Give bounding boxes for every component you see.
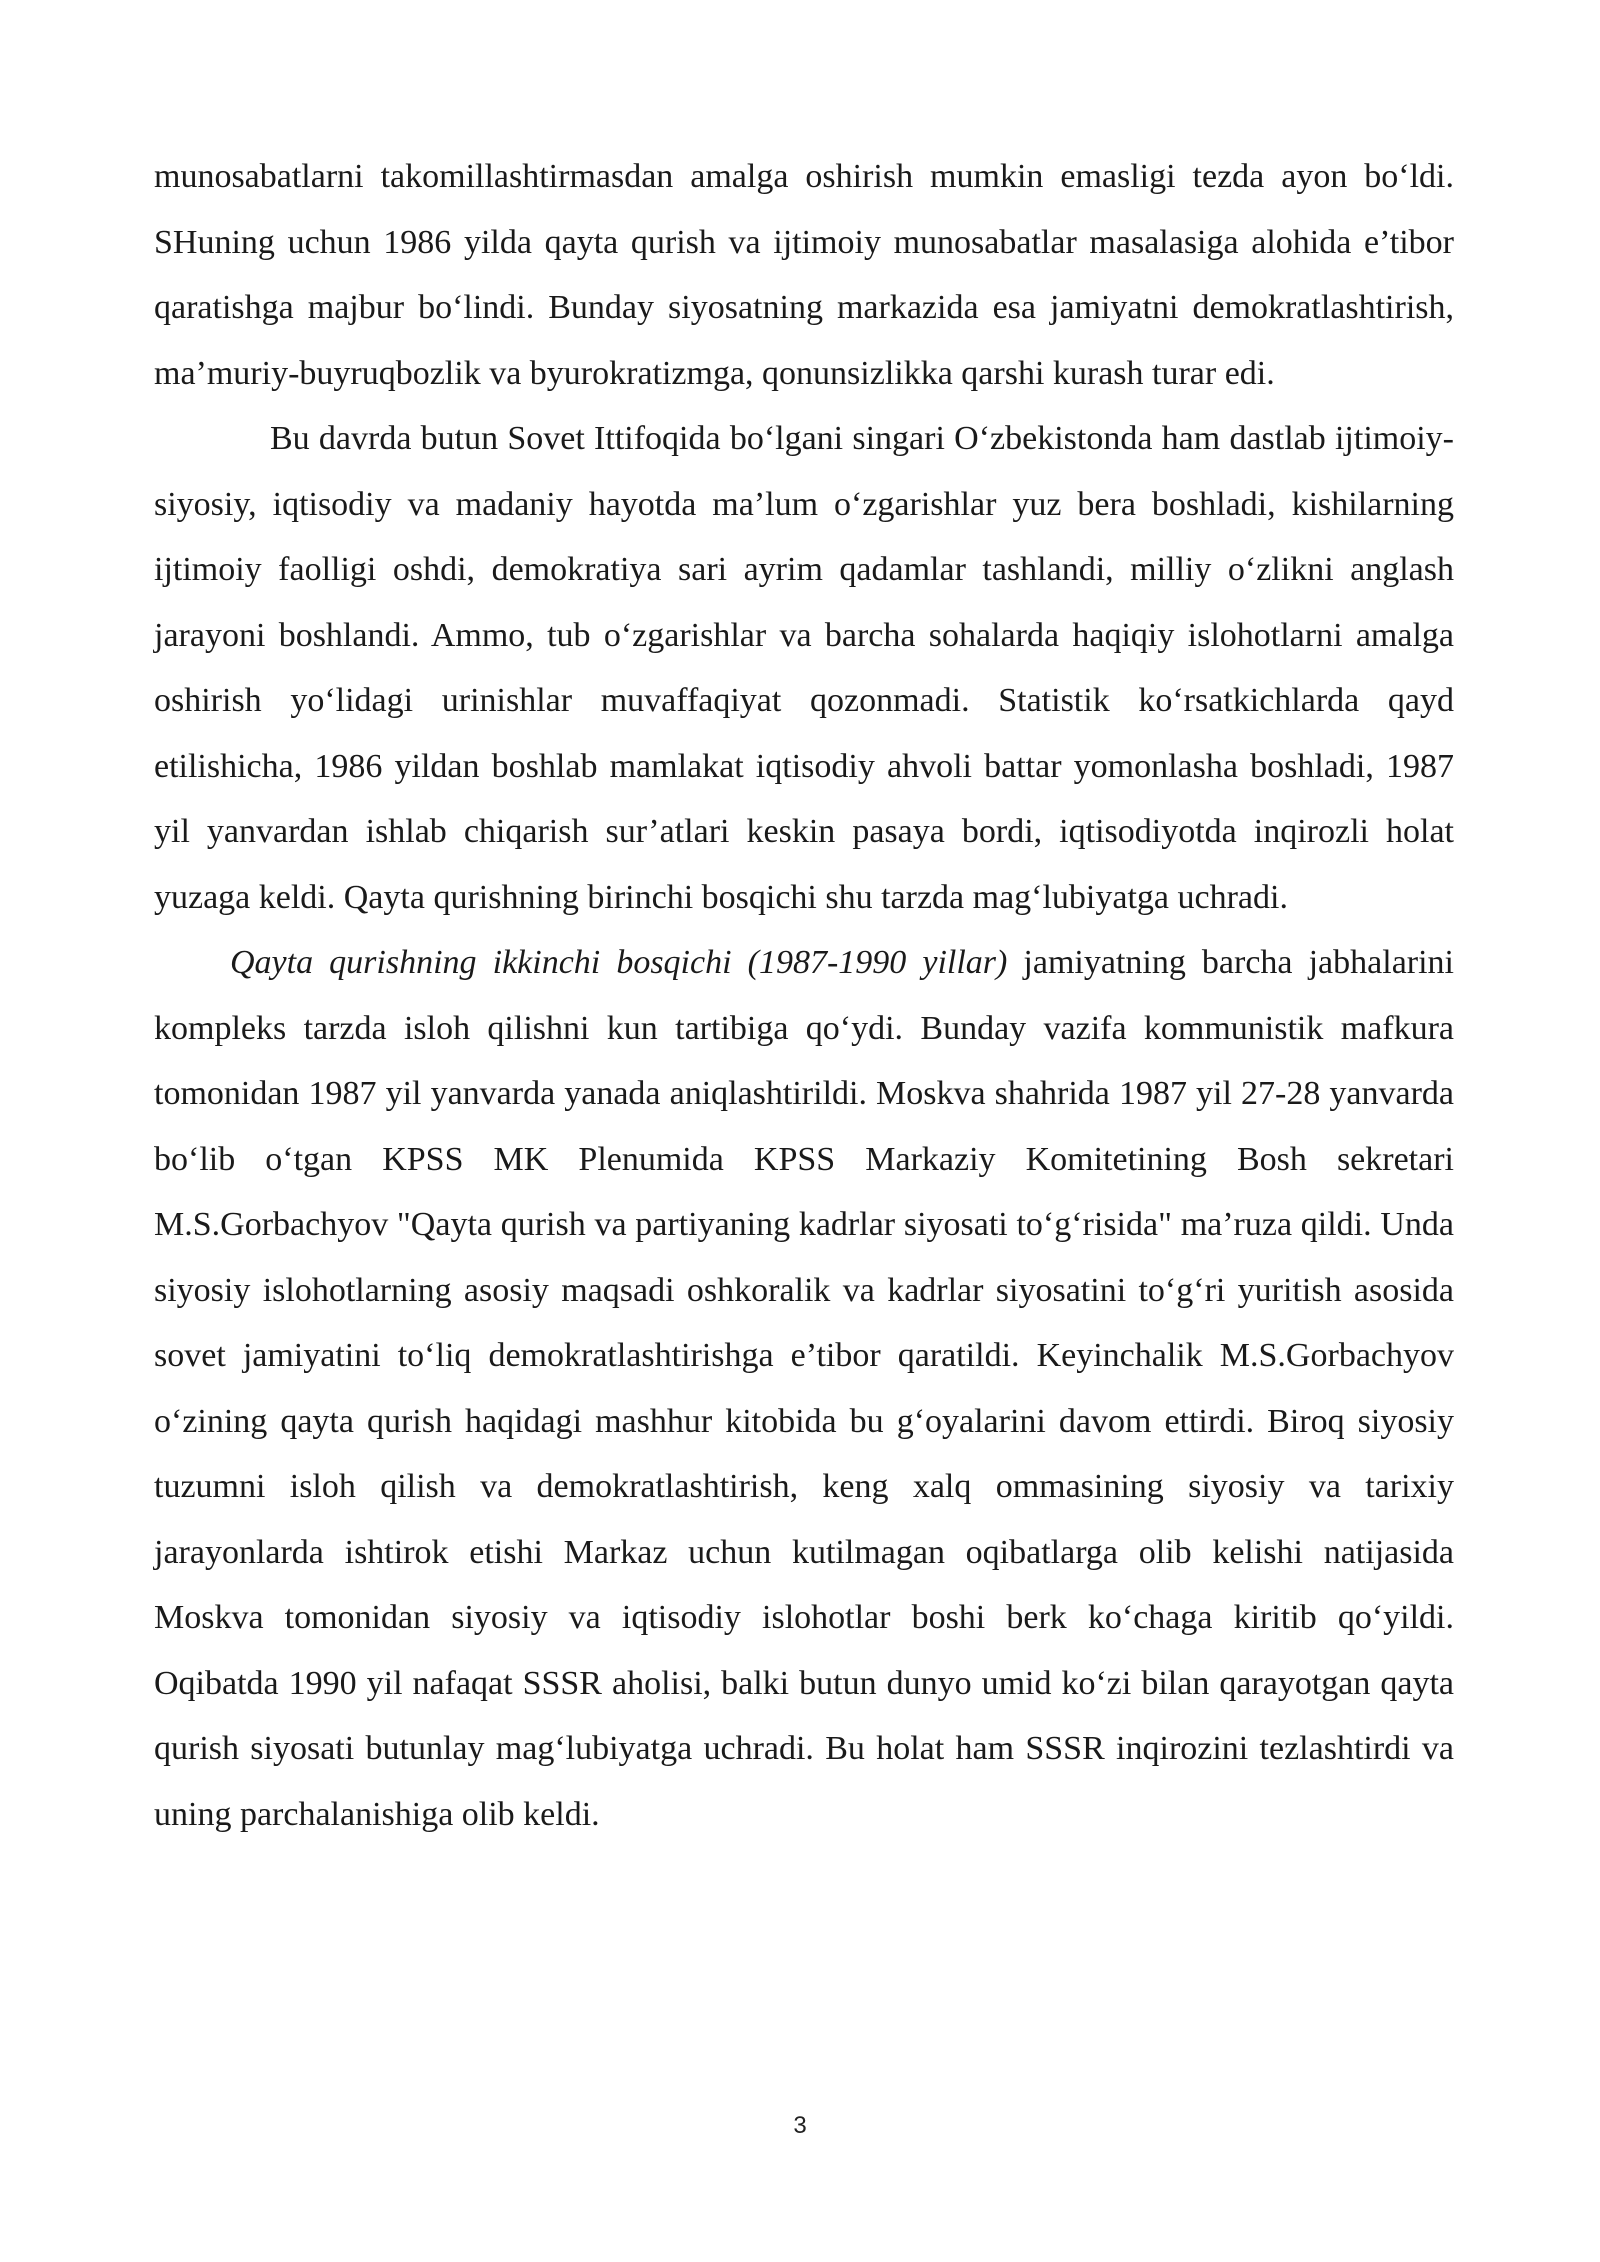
paragraph-3-text: jamiyatning barcha jabhalarini kompleks tarzda isloh qilishni kun tartibiga qo‘ydi. Bunday vazifa kommunistik mafkura tomonidan 1987 yil yanvarda yanada aniqlashtirildi. Moskva shahrida 1987 yil 27-28 yanvarda bo‘lib o‘tgan KPSS MK Plenumida KPSS Markaziy Komitetining Bosh sekretari M.S.Gorbachyov "Qayta qurish va partiyaning kadrlar siyosati to‘g‘risida" ma’ruza qildi. Unda siyosiy islohotlarning asosiy maqsadi oshkoralik va kadrlar siyosatini to‘g‘ri yuritish asosida sovet jamiyatini to‘liq demokratlashtirishga e’tibor qaratildi. Keyinchalik M.S.Gorbachyov o‘zining qayta qurish haqidagi mashhur kitobida bu g‘oyalarini davom ettirdi. Biroq siyosiy tuzumni isloh qilish va demokratlashtirish, keng xalq ommasining siyosiy va tarixiy jarayonlarda ishtirok etishi Markaz uchun kutilmagan oqibatlarga olib kelishi natijasida Moskva tomonidan siyosiy va iqtisodiy islohotlar boshi berk ko‘chaga kiritib qo‘yildi. Oqibatda 1990 yil nafaqat SSSR aholisi, balki butun dunyo umid ko‘zi bilan qarayotgan qayta qurish siyosati butunlay mag‘lubiyatga uchradi. Bu holat ham SSSR inqirozini tezlashtirdi va uning parchalanishiga olib keldi. — [154, 944, 1454, 1833]
page-number: 3 — [793, 2112, 807, 2139]
paragraph-2: Bu davrda butun Sovet Ittifoqida bo‘lgani singari O‘zbekistonda ham dastlab ijtimoiy-siyosiy, iqtisodiy va madaniy hayotda ma’lum o‘zgarishlar yuz bera boshladi, kishilarning ijtimoiy faolligi oshdi, demokratiya sari ayrim qadamlar tashlandi, milliy o‘zlikni anglash jarayoni boshlandi. Ammo, tub o‘zgarishlar va barcha sohalarda haqiqiy islohotlarni amalga oshirish yo‘lidagi urinishlar muvaffaqiyat qozonmadi. Statistik ko‘rsatkichlarda qayd etilishicha, 1986 yildan boshlab mamlakat iqtisodiy ahvoli battar yomonlasha boshladi, 1987 yil yanvardan ishlab chiqarish sur’atlari keskin pasaya bordi, iqtisodiyotda inqirozli holat yuzaga keldi. Qayta qurishning birinchi bosqichi shu tarzda mag‘lubiyatga uchradi. — [154, 420, 1454, 916]
page-body — [154, 144, 1454, 1847]
paragraph-1: munosabatlarni takomillashtirmasdan amalga oshirish mumkin emasligi tezda ayon bo‘ldi. SHuning uchun 1986 yilda qayta qurish va ijtimoiy munosabatlar masalasiga alohida e’tibor qaratishga majbur bo‘lindi. Bunday siyosatning markazida esa jamiyatni demokratlashtirish, ma’muriy-buyruqbozlik va byurokratizmga, qonunsizlikka qarshi kurash turar edi. — [154, 158, 1454, 392]
paragraph-3-italic-lead: Qayta qurishning ikkinchi bosqichi (1987-1990 yillar) — [230, 944, 1008, 981]
paragraph-3 — [154, 930, 1454, 1847]
